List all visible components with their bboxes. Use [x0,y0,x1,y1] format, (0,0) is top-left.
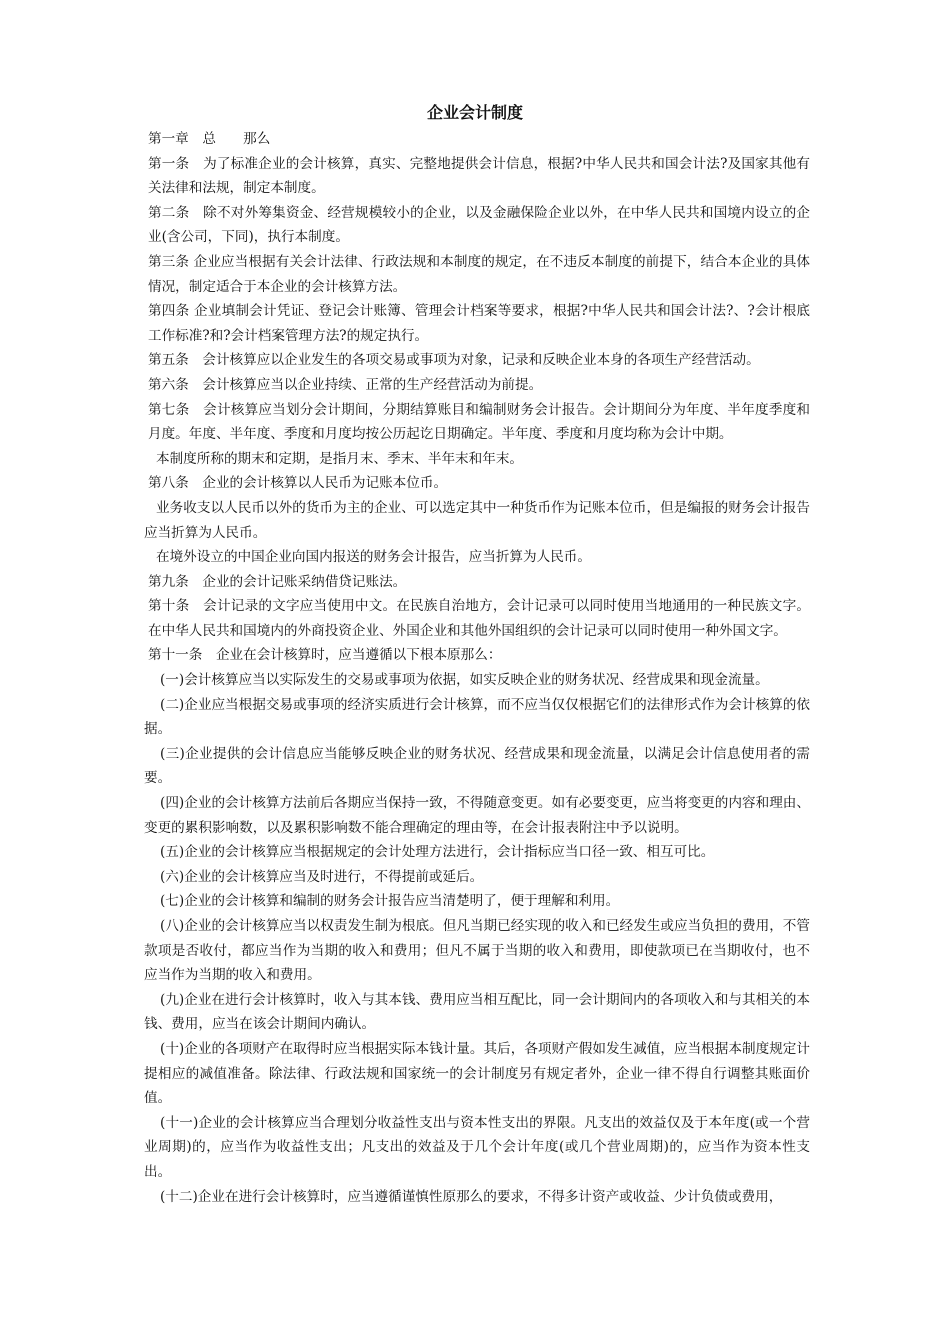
article-8-clause-2: 在境外设立的中国企业向国内报送的财务会计报告，应当折算为人民币。 [156,549,591,566]
article-3: 第三条 企业应当根据有关会计法律、行政法规和本制度的规定，在不违反本制度的前提下，结合本企业的具体情况，制定适合于本企业的会计核算方法。 [148,253,810,295]
article-6: 第六条 会计核算应当以企业持续、正常的生产经营活动为前提。 [148,376,543,393]
article-11: 第十一条 企业在会计核算时，应当遵循以下根本原那么： [148,647,502,664]
article-9: 第九条 企业的会计记账采纳借贷记账法。 [148,573,407,590]
principle-10: (十)企业的各项财产在取得时应当根据实际本钱计量。其后，各项财产假如发生减值，应当根据本制度规定计提相应的减值准备。除法律、行政法规和国家统一的会计制度另有规定者外，企业一律不得自行调整其账面价值。 [144,1040,810,1107]
principle-9: (九)企业在进行会计核算时，收入与其本钱、费用应当相互配比，同一会计期间内的各项收入和与其相关的本钱、费用，应当在该会计期间内确认。 [144,991,810,1033]
article-7: 第七条 会计核算应当划分会计期间，分期结算账目和编制财务会计报告。会计期间分为年度、半年度季度和月度。年度、半年度、季度和月度均按公历起讫日期确定。半年度、季度和月度均称为会计中期。 [148,401,810,443]
principle-11: (十一)企业的会计核算应当合理划分收益性支出与资本性支出的界限。凡支出的效益仅及于本年度(或一个营业周期)的，应当作为收益性支出；凡支出的效益及于几个会计年度(或几个营业周期)的，应当作为资本性支出。 [144,1114,810,1180]
article-8-clause-1: 业务收支以人民币以外的货币为主的企业、可以选定其中一种货币作为记账本位币，但是编报的财务会计报告应当折算为人民币。 [144,499,810,541]
principle-7: (七)企业的会计核算和编制的财务会计报告应当清楚明了，便于理解和利用。 [160,893,620,910]
principle-6: (六)企业的会计核算应当及时进行，不得提前或延后。 [160,868,484,885]
principle-4: (四)企业的会计核算方法前后各期应当保持一致，不得随意变更。如有必要变更，应当将变更的内容和理由、变更的累积影响数，以及累积影响数不能合理确定的理由等，在会计报表附注中予以说明。 [144,795,810,836]
principle-12: (十二)企业在进行会计核算时，应当遵循谨慎性原那么的要求，不得多计资产或收益、少计负债或费用， [160,1188,783,1205]
article-10: 第十条 会计记录的文字应当使用中文。在民族自治地方，会计记录可以同时使用当地通用的一种民族文字。在中华人民共和国境内的外商投资企业、外国企业和其他外国组织的会计记录可以同时使用一种外国文字。 [148,598,810,639]
document-title: 企业会计制度 [426,103,523,122]
document-body [144,127,810,1209]
principle-5: (五)企业的会计核算应当根据规定的会计处理方法进行，会计指标应当口径一致、相互可比。 [160,844,715,861]
article-1: 第一条 为了标准企业的会计核算，真实、完整地提供会计信息，根据?中华人民共和国会计法?及国家其他有关法律和法规，制定本制度。 [148,155,810,197]
article-8: 第八条 企业的会计核算以人民币为记账本位币。 [148,475,448,492]
chapter-heading: 第一章 总 那么 [148,131,271,147]
principle-2: (二)企业应当根据交易或事项的经济实质进行会计核算，而不应当仅仅根据它们的法律形式作为会计核算的依据。 [144,696,810,738]
principle-1: (一)会计核算应当以实际发生的交易或事项为依据，如实反映企业的财务状况、经营成果和现金流量。 [160,672,769,689]
principle-8: (八)企业的会计核算应当以权责发生制为根底。但凡当期已经实现的收入和已经发生或应当负担的费用，不管款项是否收付，都应当作为当期的收入和费用；但凡不属于当期的收入和费用，即使款项已在当期收付，也不应当作为当期的收入和费用。 [144,918,810,984]
article-7-note: 本制度所称的期末和定期，是指月末、季末、半年末和年末。 [156,450,524,467]
article-4: 第四条 企业填制会计凭证、登记会计账簿、管理会计档案等要求，根据?中华人民共和国会计法?、?会计根底工作标准?和?会计档案管理方法?的规定执行。 [148,303,810,344]
article-5: 第五条 会计核算应以企业发生的各项交易或事项为对象，记录和反映企业本身的各项生产经营活动。 [148,352,760,369]
principle-3: (三)企业提供的会计信息应当能够反映企业的财务状况、经营成果和现金流量，以满足会计信息使用者的需要。 [144,745,810,787]
article-2: 第二条 除不对外筹集资金、经营规模较小的企业，以及金融保险企业以外，在中华人民共和国境内设立的企业(含公司，下同)，执行本制度。 [148,204,810,246]
